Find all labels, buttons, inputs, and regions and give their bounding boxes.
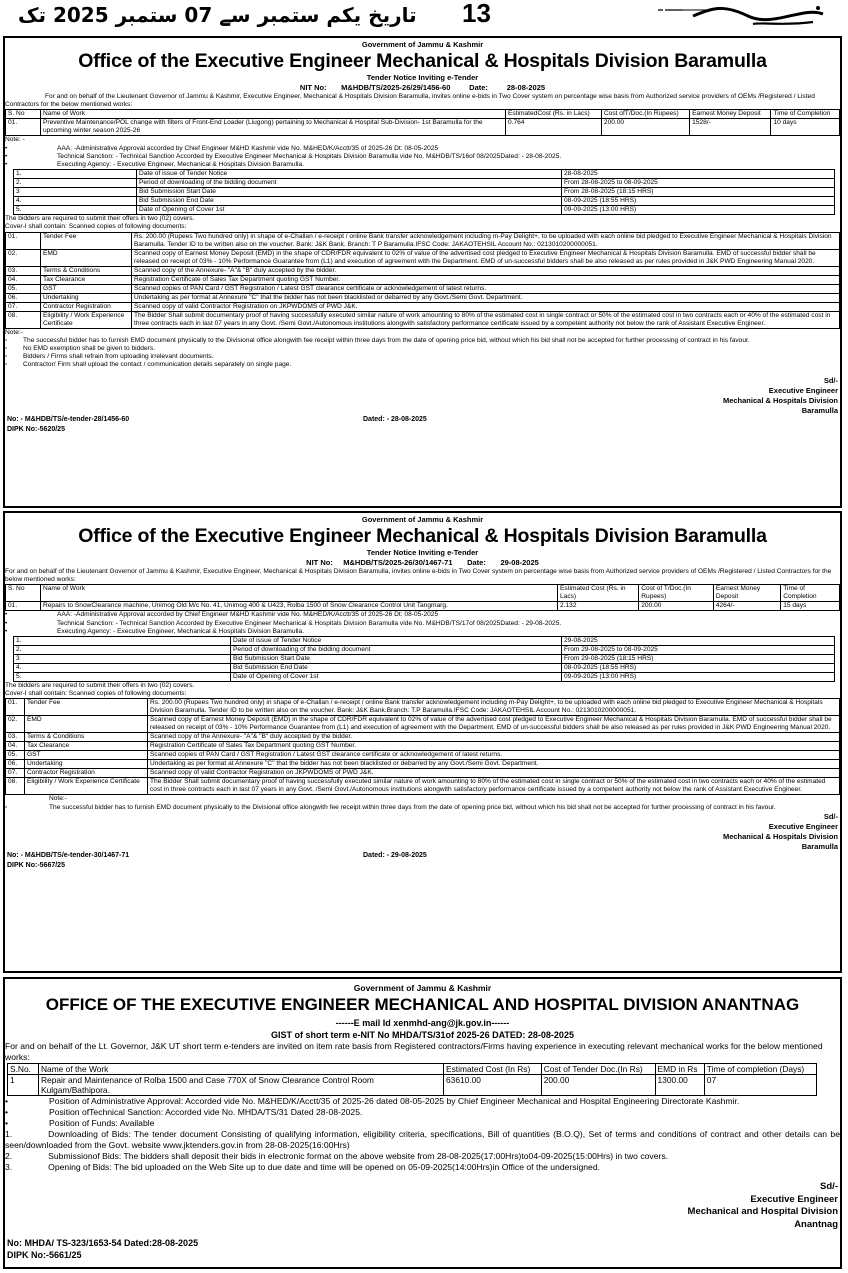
note-item: Contractor/ Firm shall upload the contact / communication details separately on single page. bbox=[23, 361, 292, 369]
intro-text: For and on behalf of the Lt. Governor, J&K UT short term e-tenders are invited on item rate basis from Registered contractors/Firms having experience in executing relevant mechanical works for the below mentioned works: bbox=[5, 1041, 823, 1062]
cell: Rs. 200.00 (Rupees Two hundred only) in shape of e-Challan / e-receipt / online Bank transfer acknowledgement including m-Pay Delight+, to be uploaded with each online bid pledged to Executive Engineer Mechanical & Hospitals Division Baramulla. Tender ID to be written also on the voucher. Bank: J&K Bank. Branch: T P Baramulla.IFSC Code: JAKAOTEHSIL Account No.: 0213010200000051. bbox=[132, 232, 840, 249]
table-row bbox=[6, 751, 840, 760]
cell: 1. bbox=[14, 170, 137, 179]
sig-line: Executive Engineer bbox=[768, 385, 838, 395]
table-row bbox=[6, 249, 840, 266]
sig-line: Mechanical and Hospital Division bbox=[687, 1206, 838, 1217]
cell: 07. bbox=[6, 302, 41, 311]
cell: Contractor Registration bbox=[41, 302, 132, 311]
cell: Scanned copy of Earnest Money Deposit (EMD) in the shape of CDR/FDR equivalent to 02% of value of the advertised cost pledged to Executive Engineer Mechanical & Hospitals Division Baramulla. EMD of successful bidder shall be released on receipt of 03% - 10% Performance Guarantee from (L1) and execution of agreement with the Department. EMD of un-successful bidders shall be also released as per rules provided in J&K PWD Engineering Manual 2020. bbox=[148, 716, 840, 733]
cell: 15 days bbox=[781, 602, 840, 611]
cell: Preventive Maintenance/POL change with filters of Front-End Loader (Liugong) pertaining to Mechanical & Hospital Sub-Division- 1st Baramulla for the upcoming winter season 2025-26 bbox=[41, 119, 506, 136]
cover1-line: Cover-I shall contain: Scanned copies of following documents: bbox=[5, 223, 187, 231]
table-row bbox=[14, 655, 835, 664]
col-header: Earnest Money Deposit bbox=[690, 110, 771, 119]
cell: Undertaking bbox=[25, 760, 148, 769]
cell: 200.00 bbox=[639, 602, 714, 611]
newspaper-logo-icon bbox=[653, 2, 828, 30]
cell: 04. bbox=[6, 275, 41, 284]
cell: From 28-08-2025 to 08-09-2025 bbox=[562, 179, 835, 188]
gov-heading: Government of Jammu & Kashmir bbox=[361, 515, 484, 524]
sig-line: Baramulla bbox=[801, 405, 838, 415]
dipk-number: DIPK No:-5667/25 bbox=[7, 861, 65, 869]
cell: 200.00 bbox=[601, 119, 689, 136]
table-row bbox=[6, 275, 840, 284]
item-text: Downloading of Bids: The tender document Consisting of qualifying information, eligibility criteria, specifications, Bill of quantities (B.O.Q), Set of terms and conditions of contract and other details can be seen/downloaded from the Govt. website www.jktenders.gov.in from 28-08-2025(16:00Hrs) bbox=[5, 1129, 840, 1150]
dipk-number: DIPK No:-5620/25 bbox=[7, 425, 65, 433]
ref-line: No: MHDA/ TS-323/1653-54 Dated:28-08-2025 bbox=[7, 1238, 199, 1248]
cell: 1 bbox=[8, 1075, 39, 1096]
note-item: The successful bidder has to furnish EMD document physically to the Divisional office alongwith fee receipt within three days from the date of opening price bid, without which his bid shall not be accepted for further processing of contract in his favour. bbox=[23, 336, 750, 344]
note-item: Executing Agency: - Executive Engineer, Mechanical & Hospitals Division Baramulla. bbox=[57, 161, 305, 169]
cell: Scanned copy of valid Contractor Registration on JKPWDOMS of PWD J&K. bbox=[148, 769, 840, 778]
tender-notice-baramulla-1 bbox=[3, 36, 842, 508]
cell: Undertaking bbox=[41, 293, 132, 302]
cell: 03. bbox=[6, 733, 25, 742]
table-row bbox=[6, 769, 840, 778]
table-row bbox=[6, 284, 840, 293]
work-table bbox=[7, 1063, 817, 1096]
cell: 03. bbox=[6, 266, 41, 275]
bid-items bbox=[5, 1129, 840, 1173]
cell: Tender Fee bbox=[41, 232, 132, 249]
sig-line: Anantnag bbox=[794, 1218, 838, 1230]
reference-line bbox=[5, 416, 840, 426]
cell: 02. bbox=[6, 249, 41, 266]
table-row bbox=[6, 778, 840, 795]
cell: Scanned copy of Earnest Money Deposit (EMD) in the shape of CDR/FDR equivalent to 02% of value of the advertised cost pledged to Executive Engineer Mechanical & Hospitals Division Baramulla. EMD of successful bidder shall be released on receipt of 03% - 10% Performance Guarantee from (L1) and execution of agreement with the Department. EMD of un-successful bidders shall be also released as per rules provided in J&K PWD Engineering Manual 2020. bbox=[132, 249, 840, 266]
date-label: Date: bbox=[467, 558, 486, 567]
col-header: Estimated Cost (In Rs) bbox=[444, 1064, 542, 1075]
cell: 1300.00 bbox=[655, 1075, 704, 1096]
nit-number: M&HDB/TS/2025-26/29/1456-60 bbox=[341, 83, 451, 92]
table-row bbox=[6, 293, 840, 302]
notice-date: 28-08-2025 bbox=[506, 83, 546, 92]
cell: 08-09-2025 (18:55 HRS) bbox=[562, 664, 835, 673]
cell: Tender Fee bbox=[25, 699, 148, 716]
cell: 2. bbox=[14, 179, 137, 188]
table-row bbox=[14, 170, 835, 179]
cell: 2.132 bbox=[558, 602, 639, 611]
gist-line: GIST of short term e-NIT No MHDA/TS/31of 2025-26 DATED: 28-08-2025 bbox=[271, 1030, 574, 1040]
work-table-header bbox=[6, 110, 840, 119]
note-item: Technical Sanction: - Technical Sanction Accorded by Executive Engineer Mechanical & Hospitals Division Baramulla vide No. M&HDB/TS/17of 08/2025Dated: - 29-08-2025. bbox=[57, 619, 562, 627]
table-row bbox=[14, 197, 835, 206]
table-row bbox=[6, 699, 840, 716]
note-item: Executing Agency: - Executive Engineer, Mechanical & Hospitals Division Baramulla. bbox=[57, 627, 305, 635]
bullet-item: Position of Administrative Approval: Accorded vide No. M&HED/K/Acctt/35 of 2025-26 dated 08-05-2025 by Chief Engineer Mechanical and Hospital Engineering Directorate Kashmir. bbox=[49, 1096, 740, 1106]
bottom-note-label: Note:- bbox=[5, 328, 23, 336]
cell: 10 days bbox=[771, 119, 840, 136]
email-line: ------E mail Id xenmhd-ang@jk.gov.in------ bbox=[335, 1018, 510, 1028]
nit-label: NIT No: bbox=[299, 83, 327, 92]
cover1-line: Cover-I shall contain: Scanned copies of following documents: bbox=[5, 690, 187, 698]
col-header: Name of Work bbox=[41, 585, 558, 602]
covers-line: The bidders are required to submit their offers in two (02) covers. bbox=[5, 682, 195, 690]
office-title: Office of the Executive Engineer Mechanical & Hospitals Division Baramulla bbox=[78, 525, 767, 547]
cell: 3 bbox=[14, 655, 231, 664]
cell: 200.00 bbox=[541, 1075, 655, 1096]
cell: 63610.00 bbox=[444, 1075, 542, 1096]
item-number: 1. bbox=[5, 1129, 13, 1139]
cell: 4. bbox=[14, 197, 137, 206]
table-row bbox=[6, 602, 840, 611]
sig-line: Mechanical & Hospitals Division bbox=[722, 831, 838, 841]
sig-line: Mechanical & Hospitals Division bbox=[722, 395, 838, 405]
office-title: OFFICE OF THE EXECUTIVE ENGINEER MECHANICAL AND HOSPITAL DIVISION ANANTNAG bbox=[45, 995, 800, 1014]
cell: 08-09-2025 (18:55 HRS) bbox=[562, 197, 835, 206]
cell: 04. bbox=[6, 742, 25, 751]
table-row bbox=[14, 179, 835, 188]
table-row bbox=[6, 311, 840, 328]
note-item: AAA: -Administrative Approval accorded by Chief Engineer M&HD Kashmir vide No. M&HED/K/Acctt/35 of 2025-26 Dt: 08-05-2025 bbox=[57, 144, 439, 152]
cell: 09-09-2025 (13:00 HRS) bbox=[562, 206, 835, 215]
col-header: Name of Work bbox=[41, 110, 506, 119]
cell: Repair and Maintenance of Rolba 1500 and Case 770X of Snow Clearance Control Room Kulgam/Bathipora. bbox=[39, 1075, 444, 1096]
cell: Scanned copies of PAN Card / GST Registration / Latest GST clearance certificate or acknowledgement of latest returns. bbox=[148, 751, 840, 760]
col-header: S. No bbox=[6, 110, 41, 119]
note-item: AAA: -Administrative Approval accorded by Chief Engineer M&HD Kashmir vide No. M&HED/K/Acctt/35 of 2025-26 Dt: 08-05-2025 bbox=[57, 611, 439, 619]
cell: 08. bbox=[6, 778, 25, 795]
item-number: 3. bbox=[5, 1162, 13, 1172]
cell: Terms & Conditions bbox=[25, 733, 148, 742]
dipk-line: DIPK No:-5661/25 bbox=[7, 1250, 82, 1260]
page-number: 13 bbox=[462, 0, 491, 28]
table-row bbox=[6, 302, 840, 311]
item-text: Opening of Bids: The bid uploaded on the Web Site up to due date and time will be opened on 05-09-2025(14:00Hrs)in Office of the undersigned. bbox=[48, 1162, 600, 1172]
cell: Date of issue of Tender Notice bbox=[137, 170, 562, 179]
cell: 06. bbox=[6, 293, 41, 302]
note-item: Technical Sanction: - Technical Sanction Accorded by Executive Engineer Mechanical & Hospitals Division Baramulla vide No. M&HDB/TS/16of 08/2025Dated: - 28-08-2025. bbox=[57, 152, 562, 160]
ref-number: No: - M&HDB/TS/e-tender-30/1467-71 bbox=[7, 851, 130, 859]
col-header: Cost ofT/Doc.(In Rupees) bbox=[601, 110, 689, 119]
table-row bbox=[14, 188, 835, 197]
masthead bbox=[0, 0, 848, 34]
bullet-item: Position of Funds: Available bbox=[49, 1118, 155, 1128]
tender-notice-anantnag bbox=[3, 977, 842, 1269]
intro-text: For and on behalf of the Lieutenant Governor of Jammu & Kashmir, Executive Engineer, Mechanical & Hospitals Division Baramulla, invites online e-bids in Two Cover system on percentage wise basis from Authorized service providers of OEMs /Registered / Listed Contractors for the below mentioned works: bbox=[5, 568, 832, 584]
cell: Period of downloading of the bidding document bbox=[231, 646, 562, 655]
cell: Bid Submission Start Date bbox=[137, 188, 562, 197]
bottom-note-label: Note:- bbox=[49, 795, 67, 803]
cell: Scanned copy of valid Contractor Registration on JKPWDOMS of PWD J&K. bbox=[132, 302, 840, 311]
table-row bbox=[6, 742, 840, 751]
work-table bbox=[5, 584, 840, 611]
cell: 01. bbox=[6, 699, 25, 716]
tender-notice-baramulla-2 bbox=[3, 511, 842, 973]
notice-subtitle: Tender Notice Inviting e-Tender bbox=[366, 73, 479, 82]
col-header: Cost of Tender Doc.(In Rs) bbox=[541, 1064, 655, 1075]
col-header: EstimatedCost (Rs. in Lacs) bbox=[506, 110, 602, 119]
cell: 02. bbox=[6, 716, 25, 733]
work-table-header bbox=[6, 585, 840, 602]
sig-line: Sd/- bbox=[820, 1181, 838, 1192]
sig-line: Sd/- bbox=[823, 811, 838, 821]
cell: Period of downloading of the bidding document bbox=[137, 179, 562, 188]
cell: 07. bbox=[6, 769, 25, 778]
cell: 01. bbox=[6, 602, 41, 611]
table-row bbox=[14, 673, 835, 682]
ref-date: Dated: - 29-08-2025 bbox=[363, 851, 427, 859]
cell: 5. bbox=[14, 673, 231, 682]
cell: Undertaking as per format at Annexure "C" that the bidder has not been blacklisted or debarred by any Govt./Semi Govt. Department. bbox=[148, 760, 840, 769]
gov-heading: Government of Jammu & Kashmir bbox=[361, 40, 484, 49]
table-row bbox=[14, 646, 835, 655]
table-row bbox=[6, 733, 840, 742]
cell: 29-08-2025 bbox=[562, 637, 835, 646]
cell: Eligibility / Work Experience Certificate bbox=[25, 778, 148, 795]
notes-list: • AAA: -Administrative Approval accorded by Chief Engineer M&HD Kashmir vide No. M&HED/K/Acctt/35 of 2025-26 Dt: 08-05-2025 • Technical Sanction: - Technical Sanction Accorded by Executive Engineer Mechanical & Hospitals Division Baramulla vide No. M&HDB/TS/16of 08/2025Dated: - 28-08-2025. • Executing Agency: - Executive Engineer, Mechanical & Hospitals Division Baramulla. bbox=[5, 144, 562, 169]
col-header: Estimated Cost (Rs. in Lacs) bbox=[558, 585, 639, 602]
item-text: Submissionof Bids: The bidders shall deposit their bids in electronic format on the above website from 28-08-2025(17:00Hrs)to04-09-2025(15:00Hrs) in two covers. bbox=[48, 1151, 669, 1161]
cell: GST bbox=[41, 284, 132, 293]
nit-number: M&HDB/TS/2025-26/30/1467-71 bbox=[343, 558, 453, 567]
col-header: Earnest Money Deposit bbox=[713, 585, 780, 602]
intro-text: For and on behalf of the Lieutenant Governor of Jammu & Kashmir, Executive Engineer, Mechanical & Hospitals Division Baramulla, invites online e-bids in Two Cover system on percentage wise basis from Authorized service providers of OEMs /Registered / Listed Contractors for the below mentioned works: bbox=[5, 93, 815, 109]
reference-line bbox=[5, 852, 840, 862]
signature-block bbox=[5, 812, 840, 852]
cell: From 28-08-2025 (18:15 HRS) bbox=[562, 188, 835, 197]
table-row bbox=[6, 716, 840, 733]
sig-line: Sd/- bbox=[823, 375, 838, 385]
col-header: Time of Completion bbox=[781, 585, 840, 602]
dipk-line bbox=[5, 862, 840, 872]
cell: 09-09-2025 (13:00 HRS) bbox=[562, 673, 835, 682]
office-title: Office of the Executive Engineer Mechanical & Hospitals Division Baramulla bbox=[78, 50, 767, 72]
cell: The Bidder Shall submit documentary proof of having successfully executed similar nature of work amounting to 80% of the estimated cost in single contract or 50% of the estimated cost in two contracts each or 40% of the estimated cost in three contracts each in last 07 years in any Govt. /Semi Govt./Autonomous institutions alongwith satisfactory performance certificate issued by a competent authority not below the rank of Assistant Executive Engineer. bbox=[148, 778, 840, 795]
cell: 05. bbox=[6, 284, 41, 293]
cell: 3 bbox=[14, 188, 137, 197]
bottom-notes: ▫ The successful bidder has to furnish EMD document physically to the Divisional office alongwith fee receipt within three days from the date of opening price bid, without which his bid shall not be accepted for further processing of contract in his favour. bbox=[5, 803, 776, 811]
cell: Tax Clearance bbox=[25, 742, 148, 751]
note-label: Note: - bbox=[5, 136, 25, 144]
col-header: Time of Completion bbox=[771, 110, 840, 119]
cell: Terms & Conditions bbox=[41, 266, 132, 275]
cell: 05. bbox=[6, 751, 25, 760]
table-row bbox=[14, 206, 835, 215]
col-header: S.No. bbox=[8, 1064, 39, 1075]
cell: 5. bbox=[14, 206, 137, 215]
cell: Rs. 200.00 (Rupees Two hundred only) in shape of e-Challan / e-receipt / online Bank transfer acknowledgement including m-Pay Delight+, to be uploaded with each online bid pledged to Executive Engineer Mechanical & Hospitals Division Baramulla. Tender ID to be written also on the voucher. Bank: J&K Bank.Branch: T.P Baramulla.IFSC Code: JAKAOTEHSIL Account No.: 0213010200000051. bbox=[148, 699, 840, 716]
col-header: Name of the Work bbox=[39, 1064, 444, 1075]
note-item: No EMD exemption shall be given to bidders. bbox=[23, 345, 155, 353]
notes-list: • AAA: -Administrative Approval accorded by Chief Engineer M&HD Kashmir vide No. M&HED/K/Acctt/35 of 2025-26 Dt: 08-05-2025 • Technical Sanction: - Technical Sanction Accorded by Executive Engineer Mechanical & Hospitals Division Baramulla vide No. M&HDB/TS/17of 08/2025Dated: - 29-08-2025. • Executing Agency: - Executive Engineer, Mechanical & Hospitals Division Baramulla. bbox=[5, 611, 562, 635]
cell: 07 bbox=[704, 1075, 816, 1096]
item-number: 2. bbox=[5, 1151, 13, 1161]
col-header: Cost of T/Doc.(In Rupees) bbox=[639, 585, 714, 602]
sig-line: Executive Engineer bbox=[750, 1193, 838, 1205]
signature-block bbox=[5, 376, 840, 416]
cell: Registration Certificate of Sales Tax Department quoting GST Number. bbox=[132, 275, 840, 284]
cell: Contractor Registration bbox=[25, 769, 148, 778]
cell: Undertaking as per format at Annexure "C" that the bidder has not been blacklisted or debarred by any Govt./Semi Govt. Department. bbox=[132, 293, 840, 302]
nit-line bbox=[5, 558, 840, 568]
nit-line bbox=[5, 83, 840, 93]
cell: From 29-08-2025 (18:15 HRS) bbox=[562, 655, 835, 664]
schedule-table bbox=[13, 636, 835, 682]
cell: Scanned copy of the Annexure- "A"& "B" duly accepted by the bidder. bbox=[148, 733, 840, 742]
note-item: Bidders / Firms shall refrain from uploading irrelevant documents. bbox=[23, 353, 214, 361]
ref-date: Dated: - 28-08-2025 bbox=[363, 415, 427, 423]
cell: Bid Submission End Date bbox=[137, 197, 562, 206]
cell: 2. bbox=[14, 646, 231, 655]
table-row bbox=[14, 637, 835, 646]
signature-block bbox=[5, 1181, 840, 1231]
table-row bbox=[6, 232, 840, 249]
cell: 28-08-2025 bbox=[562, 170, 835, 179]
urdu-date-range: تاریخ یکم ستمبر سے 07 ستمبر 2025 تک bbox=[18, 3, 417, 27]
cell: GST bbox=[25, 751, 148, 760]
work-table bbox=[5, 109, 840, 136]
cell: The Bidder Shall submit documentary proof of having successfully executed similar nature of work amounting to 80% of the estimated cost in single contract or 50% of the estimated cost in two contracts each or 40% of the estimated cost in three contracts each in last 07 years in any Govt. /Semi Govt./Autonomous institutions alongwith satisfactory performance certificate issued by a competent authority not below the rank of Assistant Executive Engineer. bbox=[132, 311, 840, 328]
work-table-header bbox=[8, 1064, 817, 1075]
cell: Repairs to SnowClearance machine, Unimog Old M/c No. 41, Unimog 400 & U423, Rolba 1500 of Snow Clearance Control Unit Tangmarg. bbox=[41, 602, 558, 611]
cell: Eligibility / Work Experience Certificate bbox=[41, 311, 132, 328]
ref-number: No: - M&HDB/TS/e-tender-28/1456-60 bbox=[7, 415, 130, 423]
cell: 06. bbox=[6, 760, 25, 769]
col-header: S. No bbox=[6, 585, 41, 602]
table-row bbox=[8, 1075, 817, 1096]
notice-subtitle: Tender Notice Inviting e-Tender bbox=[366, 548, 479, 557]
bullet-item: Position ofTechnical Sanction: Accorded vide No. MHDA/TS/31 Dated 28-08-2025. bbox=[49, 1107, 363, 1117]
sig-line: Baramulla bbox=[801, 841, 838, 851]
documents-table bbox=[5, 232, 840, 329]
documents-table bbox=[5, 698, 840, 795]
covers-line: The bidders are required to submit their offers in two (02) covers. bbox=[5, 215, 195, 223]
cell: 08. bbox=[6, 311, 41, 328]
table-row bbox=[6, 760, 840, 769]
cell: EMD bbox=[41, 249, 132, 266]
cell: Tax Clearance bbox=[41, 275, 132, 284]
date-label: Date: bbox=[469, 83, 488, 92]
position-bullets: • Position of Administrative Approval: Accorded vide No. M&HED/K/Acctt/35 of 2025-26 dated 08-05-2025 by Chief Engineer Mechanical and Hospital Engineering Directorate Kashmir. • Position ofTechnical Sanction: Accorded vide No. MHDA/TS/31 Dated 28-08-2025. • Position of Funds: Available bbox=[5, 1096, 740, 1128]
cell: 0.764 bbox=[506, 119, 602, 136]
bottom-notes: ▫ The successful bidder has to furnish EMD document physically to the Divisional office alongwith fee receipt within three days from the date of opening price bid, without which his bid shall not be accepted for further processing of contract in his favour. ▫ No EMD exemption shall be given to bidders. ▫ Bidders / Firms shall refrain from uploading irrelevant documents. ▫ Contractor/ Firm shall upload the contact / communication details separately on single page. bbox=[5, 336, 750, 369]
cell: Bid Submission Start Date bbox=[231, 655, 562, 664]
nit-label: NIT No: bbox=[306, 558, 333, 567]
table-row bbox=[6, 266, 840, 275]
cell: 4264/- bbox=[713, 602, 780, 611]
cell: Scanned copies of PAN Card / GST Registration / Latest GST clearance certificate or acknowledgement of latest returns. bbox=[132, 284, 840, 293]
cell: Date of Opening of Cover 1st bbox=[231, 673, 562, 682]
cell: 01. bbox=[6, 232, 41, 249]
cell: 01. bbox=[6, 119, 41, 136]
table-row bbox=[6, 119, 840, 136]
col-header: EMD in Rs bbox=[655, 1064, 704, 1075]
cell: EMD bbox=[25, 716, 148, 733]
cell: Scanned copy of the Annexure- "A"& "B" duly accepted by the bidder. bbox=[132, 266, 840, 275]
cell: 1. bbox=[14, 637, 231, 646]
schedule-table bbox=[13, 169, 835, 215]
cell: Date of Opening of Cover 1st bbox=[137, 206, 562, 215]
note-item: The successful bidder has to furnish EMD document physically to the Divisional office alongwith fee receipt within three days from the date of opening price bid, without which his bid shall not be accepted for further processing of contract in his favour. bbox=[49, 803, 776, 811]
cell: Registration Certificate of Sales Tax Department quoting GST Number. bbox=[148, 742, 840, 751]
sig-line: Executive Engineer bbox=[768, 821, 838, 831]
cell: From 29-08-2025 to 08-09-2025 bbox=[562, 646, 835, 655]
dipk-line bbox=[5, 426, 840, 436]
cell: Bid Submission End Date bbox=[231, 664, 562, 673]
col-header: Time of completion (Days) bbox=[704, 1064, 816, 1075]
cell: 1528/- bbox=[690, 119, 771, 136]
table-row bbox=[14, 664, 835, 673]
cell: Date of issue of Tender Notice bbox=[231, 637, 562, 646]
gov-heading: Government of Jammu & Kashmir bbox=[353, 983, 492, 993]
cell: 4. bbox=[14, 664, 231, 673]
notice-date: 29-08-2025 bbox=[500, 558, 539, 567]
